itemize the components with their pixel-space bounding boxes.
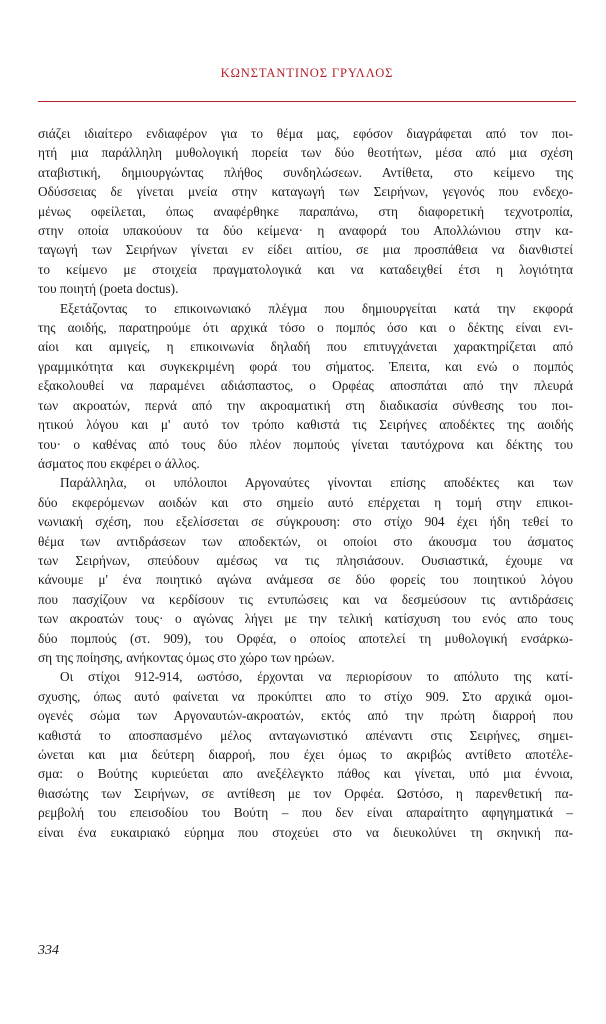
text-line: ση της ποίησης, ανήκοντας όμως στο χώρο των ηρώων. bbox=[38, 649, 335, 665]
text-line: των ακροατών τους· ο αγώνας λήγει με την τελική κατίσχυση του ενός απο τους bbox=[38, 611, 573, 627]
text-line: του ποιητή (poeta doctus). bbox=[38, 281, 179, 297]
text-line: κάνουμε μ' ένα ποιητικό αγώνα ανάμεσα σε δύο φορείς του ποιητικού λόγου bbox=[38, 572, 573, 588]
text-line: των Σειρήνων, σπεύδουν αμέσως να τις πλησιάσουν. Ουσιαστικά, έχουμε να bbox=[38, 552, 573, 568]
text-line: ώνεται και μια δεύτερη διαρροή, που έχει όμως το ακριβώς αντίθετο αποτέλε- bbox=[38, 747, 573, 762]
text-line: αίοι και αμιγείς, η επικοινωνία δηλαδή που επιτυγχάνεται χαρακτηρίζεται από bbox=[38, 339, 573, 355]
text-line: νωνιακή σχέση, που εξελίσσεται σε σύγκρουση: στο στίχο 904 έχει ήδη τεθεί το bbox=[38, 514, 573, 530]
text-line: αταβιστική, δημιουργώντας πλήθος συνδηλώσεων. Αντίθετα, στο κείμενο της bbox=[38, 164, 573, 180]
text-line: εξακολουθεί να παραμένει αδιάσπαστος, ο Ορφέας αποσπάται από την πλευρά bbox=[38, 378, 573, 394]
text-line: ρεμβολή του επεισοδίου του Βούτη – που δεν είναι απαραίτητο αφηγηματικά – bbox=[38, 805, 573, 821]
text-line: στην οποία υπακούουν τα δύο κείμενα· η αναφορά του Απολλώνιου στην κα- bbox=[38, 223, 573, 239]
text-line: το κείμενο με στοιχεία πραγματολογικά και να καταδειχθεί έτσι η λογιότητα bbox=[38, 261, 573, 277]
text-line: Οδύσσειας δε γίνεται μνεία στην καταγωγή των Σειρήνων, γεγονός που ενδεχο- bbox=[38, 184, 573, 200]
text-line: σιάζει ιδιαίτερο ενδιαφέρον για το θέμα μας, εφόσον διαγράφεται από τον ποι- bbox=[38, 126, 573, 141]
text-line: ταγωγή των Σειρήνων γίνεται εν είδει αιτίου, σε μια προσπάθεια να διανθιστεί bbox=[38, 242, 573, 258]
text-line: δύο πομπούς (στ. 909), του Ορφέα, ο οποίος αποτελεί τη μυθολογική ενσάρκω- bbox=[38, 630, 573, 646]
text-line: είναι ένα ευκαιριακό εύρημα που στοχεύει στο να διευκολύνει τη σκηνική πα- bbox=[38, 824, 573, 840]
paragraph bbox=[38, 667, 573, 842]
text-line: ητικού λόγου και μ' αυτό τον τρόπο καθιστά τις Σειρήνες αποδέκτες της αοιδής bbox=[38, 417, 573, 433]
text-line: των ακροατών, περνά από την ακροαματική στη διαδικασία σύνθεσης του ποι- bbox=[38, 397, 573, 413]
text-line: γραμμικότητα και συγκεκριμένη φορά του σήματος. Έπειτα, και ενώ ο πομπός bbox=[38, 358, 573, 374]
text-line: θιασώτης των Σειρήνων, σε αντίθεση με τον Ορφέα. Ωστόσο, η παρενθετική πα- bbox=[38, 785, 573, 801]
paragraph bbox=[38, 299, 573, 474]
page-number: 334 bbox=[38, 943, 59, 958]
text-line: του· ο καθένας από τους δύο πλέον πομπούς γίνεται ταυτόχρονα και δέκτης του bbox=[38, 436, 573, 452]
text-line: Παράλληλα, οι υπόλοιποι Αργοναύτες γίνονται επίσης αποδέκτες και των bbox=[60, 475, 573, 491]
header-rule bbox=[38, 101, 576, 102]
paragraph bbox=[38, 473, 573, 667]
text-line: της αοιδής, παρατηρούμε ότι αρχικά τόσο ο πομπός όσο και ο δέκτης είναι ενι- bbox=[38, 320, 573, 336]
text-line: άσματος που εκφέρει ο άλλος. bbox=[38, 455, 200, 471]
text-line: Οι στίχοι 912-914, ωστόσο, έρχονται να περιορίσουν το απόλυτο της κατί- bbox=[60, 669, 573, 685]
running-header: ΚΩΝΣΤΑΝΤΙΝΟΣ ΓΡΥΛΛΟΣ bbox=[220, 66, 394, 80]
text-line: Εξετάζοντας το επικοινωνιακό πλέγμα που δημιουργείται κατά την εκφορά bbox=[60, 300, 573, 316]
text-line: σμα: ο Βούτης κυριεύεται απο ανεξέλεγκτο πάθος και γίνεται, υπό μια έννοια, bbox=[38, 766, 573, 782]
text-line: μένως οφείλεται, όπως αναφέρθηκε παραπάνω, στη διαφορετική τεχνοτροπία, bbox=[38, 203, 573, 219]
text-line: θέμα των αντιδράσεων των αποδεκτών, οι οποίοι στο άκουσμα του άσματος bbox=[38, 533, 573, 549]
text-line: καθιστά το αποσπασμένο μέλος ανταγωνιστικό απέναντι στις Σειρήνες, σημει- bbox=[38, 727, 573, 743]
body-text bbox=[38, 124, 573, 842]
text-line: που πασχίζουν να κερδίσουν τις εντυπώσεις και να δεσμεύσουν τις αντιδράσεις bbox=[38, 591, 573, 607]
text-line: δύο εκφερόμενων αοιδών και στο σημείο αυτό επέρχεται η τομή στην επικοι- bbox=[38, 494, 573, 510]
text-line: σχυσης, όπως αυτό φαίνεται να προκύπτει απο το στίχο 909. Στο αρχικά ομοι- bbox=[38, 688, 573, 704]
text-line: ητή μια παράλληλη μυθολογική πορεία των δύο θεοτήτων, μέσα από μια σχέση bbox=[38, 145, 573, 161]
paragraph bbox=[38, 124, 573, 299]
text-line: ογενές σώμα των Αργοναυτών-ακροατών, εκτός από την πρώτη διαρροή που bbox=[38, 708, 573, 724]
